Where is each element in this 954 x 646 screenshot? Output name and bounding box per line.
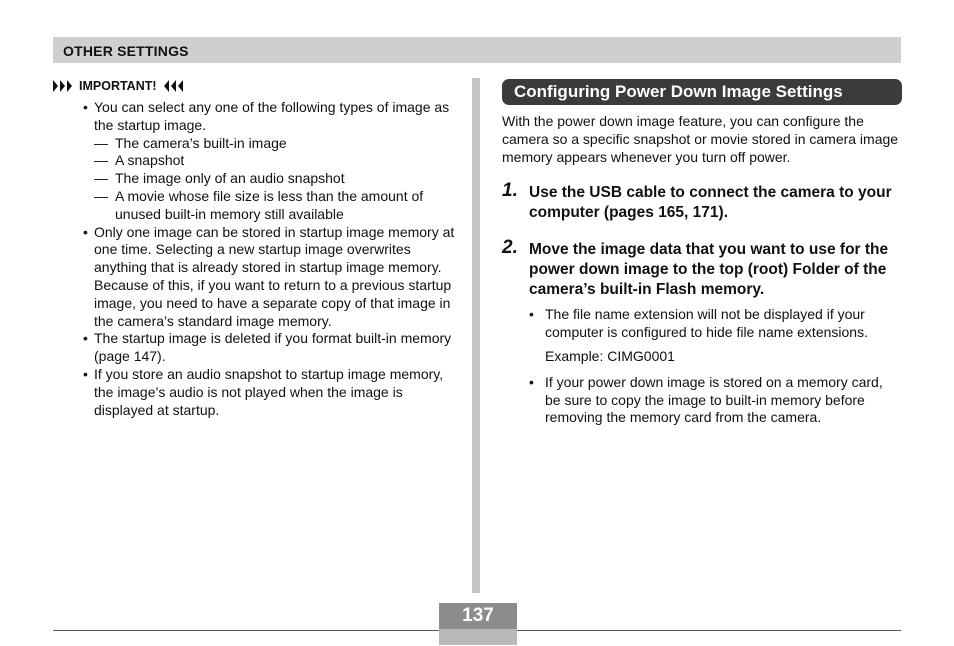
header-bar: [53, 37, 901, 63]
note-item: [502, 374, 902, 427]
note-item: [502, 306, 902, 342]
list-item: [53, 224, 458, 331]
dash-mark: —: [94, 152, 108, 169]
step-text: Move the image data that you want to use for the power down image to the top (root) Folder of the camera’s built-in Flash memory.: [529, 241, 889, 299]
bullet-dot: •: [529, 306, 534, 323]
bullet-text: Only one image can be stored in startup image memory at one time. Selecting a new startup image overwrites anything that is already stored in startup image memory. Because of this, if you want to return to a previous startup image, you need to have a separate copy of that image in the camera’s standard image memory.: [94, 223, 455, 329]
note-text: If your power down image is stored on a memory card, be sure to copy the image to built-in memory before removing the memory card from the camera.: [545, 373, 883, 426]
bullet-text: You can select any one of the following types of image as the startup image.: [94, 99, 450, 133]
header-title: OTHER SETTINGS: [63, 43, 189, 59]
column-divider: [472, 78, 480, 593]
dash-mark: —: [94, 134, 108, 151]
step-number: 1.: [502, 180, 518, 202]
bullet-dot: •: [83, 99, 88, 115]
dash-text: A snapshot: [115, 152, 185, 169]
page-tab-base: [439, 629, 517, 645]
section-title: Configuring Power Down Image Settings: [502, 79, 902, 105]
page-number: 137: [439, 603, 517, 629]
bullet-dot: •: [83, 223, 88, 240]
important-section: [53, 77, 458, 419]
bullet-dot: •: [529, 373, 534, 390]
important-heading: [53, 77, 458, 95]
dash-text: The image only of an audio snapshot: [115, 170, 345, 187]
example-text: Example: CIMG0001: [545, 347, 675, 364]
dash-item: [53, 170, 458, 188]
bullet-dot: •: [83, 330, 88, 347]
step-text: Use the USB cable to connect the camera to your computer (pages 165, 171).: [529, 184, 892, 222]
arrow-triple-left-icon: [161, 80, 183, 92]
note-text: The file name extension will not be displayed if your computer is configured to hide file name extensions.: [545, 306, 868, 341]
important-list: [53, 99, 458, 419]
important-label: IMPORTANT!: [79, 79, 157, 93]
step-number: 2.: [502, 237, 518, 259]
bullet-dot: •: [83, 365, 88, 382]
bullet-text: The startup image is deleted if you format built-in memory (page 147).: [94, 330, 452, 365]
power-down-section: [502, 79, 902, 427]
arrow-triple-right-icon: [53, 80, 75, 92]
dash-mark: —: [94, 170, 108, 187]
list-item: [53, 366, 458, 419]
dash-item: [53, 152, 458, 170]
step-2: [502, 237, 902, 300]
bullet-text: If you store an audio snapshot to startup image memory, the image’s audio is not played when the image is displayed at startup.: [94, 365, 444, 418]
dash-item: [53, 135, 458, 153]
dash-text: A movie whose file size is less than the amount of unused built-in memory still available: [115, 187, 424, 222]
list-item: [53, 330, 458, 366]
page-number-tab: [439, 603, 517, 645]
list-item: [53, 99, 458, 135]
dash-text: The camera’s built-in image: [115, 134, 287, 151]
dash-item: [53, 188, 458, 224]
section-intro: With the power down image feature, you can configure the camera so a specific snapshot or movie stored in camera image memory appears whenever you turn off power.: [502, 113, 899, 165]
step-1: [502, 180, 902, 223]
dash-mark: —: [94, 187, 108, 204]
